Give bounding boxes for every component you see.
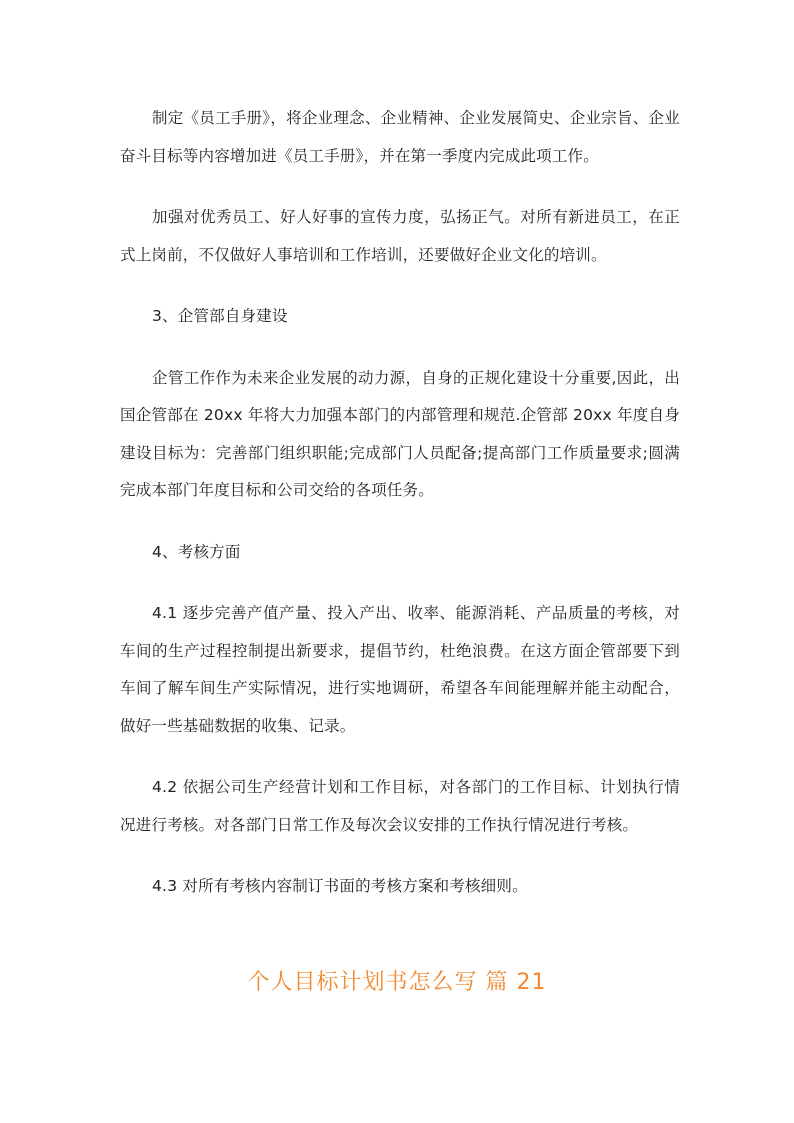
- paragraph-employee-handbook: 制定《员工手册》，将企业理念、企业精神、企业发展简史、企业宗旨、企业奋斗目标等内容增加进《员工手册》，并在第一季度内完成此项工作。: [120, 109, 680, 165]
- paragraph-assessment-4-1: 4.1 逐步完善产值产量、投入产出、收率、能源消耗、产品质量的考核，对车间的生产过程控制提出新要求，提倡节约，杜绝浪费。在这方面企管部要下到车间了解车间生产实际情况，进行实地调研，希望各车间能理解并能主动配合，做好一些基础数据的收集、记录。: [120, 604, 680, 735]
- paragraph-self-construction: 企管工作作为未来企业发展的动力源，自身的正规化建设十分重要,因此，出国企管部在 20xx 年将大力加强本部门的内部管理和规范.企管部 20xx 年度自身建设目标为：完善部门组织职能;完成部门人员配备;提高部门工作质量要求;圆满完成本部门年度目标和公司交给的各项任务。: [120, 368, 680, 499]
- paragraph-assessment-4-3: 4.3 对所有考核内容制订书面的考核方案和考核细则。: [152, 877, 528, 895]
- section-title: 个人目标计划书怎么写 篇 21: [247, 970, 547, 995]
- paragraph-assessment-4-2: 4.2 依据公司生产经营计划和工作目标，对各部门的工作目标、计划执行情况进行考核。对各部门日常工作及每次会议安排的工作执行情况进行考核。: [120, 778, 680, 834]
- document-body: [120, 100, 680, 930]
- paragraph-promotion-training: 加强对优秀员工、好人好事的宣传力度，弘扬正气。对所有新进员工，在正式上岗前，不仅做好人事培训和工作培训，还要做好企业文化的培训。: [120, 208, 680, 264]
- subheading-assessment: 4、考核方面: [152, 542, 241, 561]
- subheading-self-construction: 3、企管部自身建设: [152, 307, 288, 325]
